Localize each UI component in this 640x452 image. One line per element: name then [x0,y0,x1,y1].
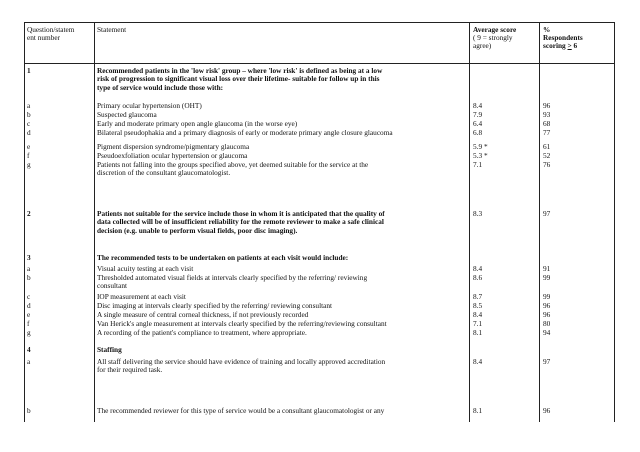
row-percent: 94 [543,328,551,337]
row-score: 7.9 [473,110,483,119]
row-score: 8.4 [473,357,483,366]
row-id: d [27,128,31,137]
row-statement: Thresholded automated visual fields at intervals clearly specified by the referring/ reviewing consultant [97,273,368,291]
row-score: 5.9 * [473,142,488,151]
row-id: b [27,273,31,282]
row-score: 8.4 [473,310,483,319]
row-score: 8.5 [473,301,483,310]
row-statement: A recording of the patient's compliance to treatment, where appropriate. [97,328,307,337]
document-table [24,22,614,422]
row-percent: 91 [543,264,551,273]
row-statement: Disc imaging at intervals clearly specified by the referring/ reviewing consultant [97,301,333,310]
row-id: b [27,406,31,415]
section-title: The recommended tests to be undertaken on patients at each visit would include: [97,253,349,262]
row-score: 8.4 [473,101,483,110]
row-percent: 97 [543,357,551,366]
row-statement: Pigment dispersion syndrome/pigmentary glaucoma [97,142,250,151]
row-percent: 68 [543,119,551,128]
row-id: g [27,328,31,337]
row-score: 5.3 * [473,151,488,160]
row-statement: All staff delivering the service should have evidence of training and locally approved accreditation for their required task. [97,357,386,375]
row-id: f [27,151,30,160]
section-title: Recommended patients in the 'low risk' group – where 'low risk' is defined as being at a low risk of progression to significant visual loss over their lifetime- suitable for follow up in this type of service would include those with: [97,66,383,92]
row-id: d [27,301,31,310]
row-percent: 96 [543,406,551,415]
section-title: Staffing [97,345,122,354]
header-divider [24,63,614,64]
row-id: g [27,160,31,169]
row-percent: 52 [543,151,551,160]
row-statement: Visual acuity testing at each visit [97,264,194,273]
row-id: e [27,142,31,151]
header-statement: Statement [97,25,127,34]
row-score: 8.4 [473,264,483,273]
row-percent: 96 [543,101,551,110]
row-statement: The recommended reviewer for this type of service would be a consultant glaucomatologist or any [97,406,385,415]
row-statement: Suspected glaucoma [97,110,157,119]
row-percent: 77 [543,128,551,137]
row-statement: Early and moderate primary open angle glaucoma (in the worse eye) [97,119,298,128]
row-statement: A single measure of central corneal thickness, if not previously recorded [97,310,309,319]
row-id: c [27,119,31,128]
row-score: 8.7 [473,292,483,301]
row-statement: Primary ocular hypertension (OHT) [97,101,202,110]
row-statement: IOP measurement at each visit [97,292,186,301]
row-statement: Bilateral pseudophakia and a primary diagnosis of early or moderate primary angle closure glaucoma [97,128,393,137]
row-percent: 96 [543,301,551,310]
column-border-right [614,22,615,422]
column-divider-3 [539,22,540,422]
row-id: a [27,264,31,273]
header-question-number: Question/statem ent number [27,25,75,43]
table-border-top [24,22,614,23]
row-percent: 80 [543,319,551,328]
section-number: 2 [27,209,31,218]
row-id: e [27,310,31,319]
row-score: 8.1 [473,328,483,337]
row-score: 6.8 [473,128,483,137]
row-score: 7.1 [473,319,483,328]
section-number: 1 [27,66,31,75]
row-statement: Pseudoexfoliation ocular hypertension or glaucoma [97,151,248,160]
row-percent: 96 [543,310,551,319]
row-percent: 99 [543,273,551,282]
section-number: 3 [27,253,31,262]
row-percent: 76 [543,160,551,169]
header-respondents: % Respondents scoring > 6 [543,25,583,51]
column-divider-1 [94,22,95,422]
header-average-score: Average score ( 9 = strongly agree) [473,25,517,51]
row-id: b [27,110,31,119]
row-score: 6.4 [473,119,483,128]
row-percent: 93 [543,110,551,119]
row-percent: 61 [543,142,551,151]
column-border-left [24,22,25,422]
row-percent: 97 [543,209,551,218]
row-score: 7.1 [473,160,483,169]
row-score: 8.6 [473,273,483,282]
row-id: c [27,292,31,301]
section-number: 4 [27,345,31,354]
row-score: 8.1 [473,406,483,415]
section-title: Patients not suitable for the service include those in whom it is anticipated that the quality of data collected will be of insufficient reliability for the remote reviewer to make a safe clinical decision (e.g. unable to perform visual fields, poor disc imaging). [97,209,385,235]
row-score: 8.3 [473,209,483,218]
row-id: a [27,357,31,366]
row-percent: 99 [543,292,551,301]
row-statement: Van Herick's angle measurement at intervals clearly specified by the referring/reviewing consultant [97,319,387,328]
row-statement: Patients not falling into the groups specified above, yet deemed suitable for the service at the discretion of the consultant glaucomatologist. [97,160,369,178]
column-divider-2 [469,22,470,422]
row-id: f [27,319,30,328]
row-id: a [27,101,31,110]
